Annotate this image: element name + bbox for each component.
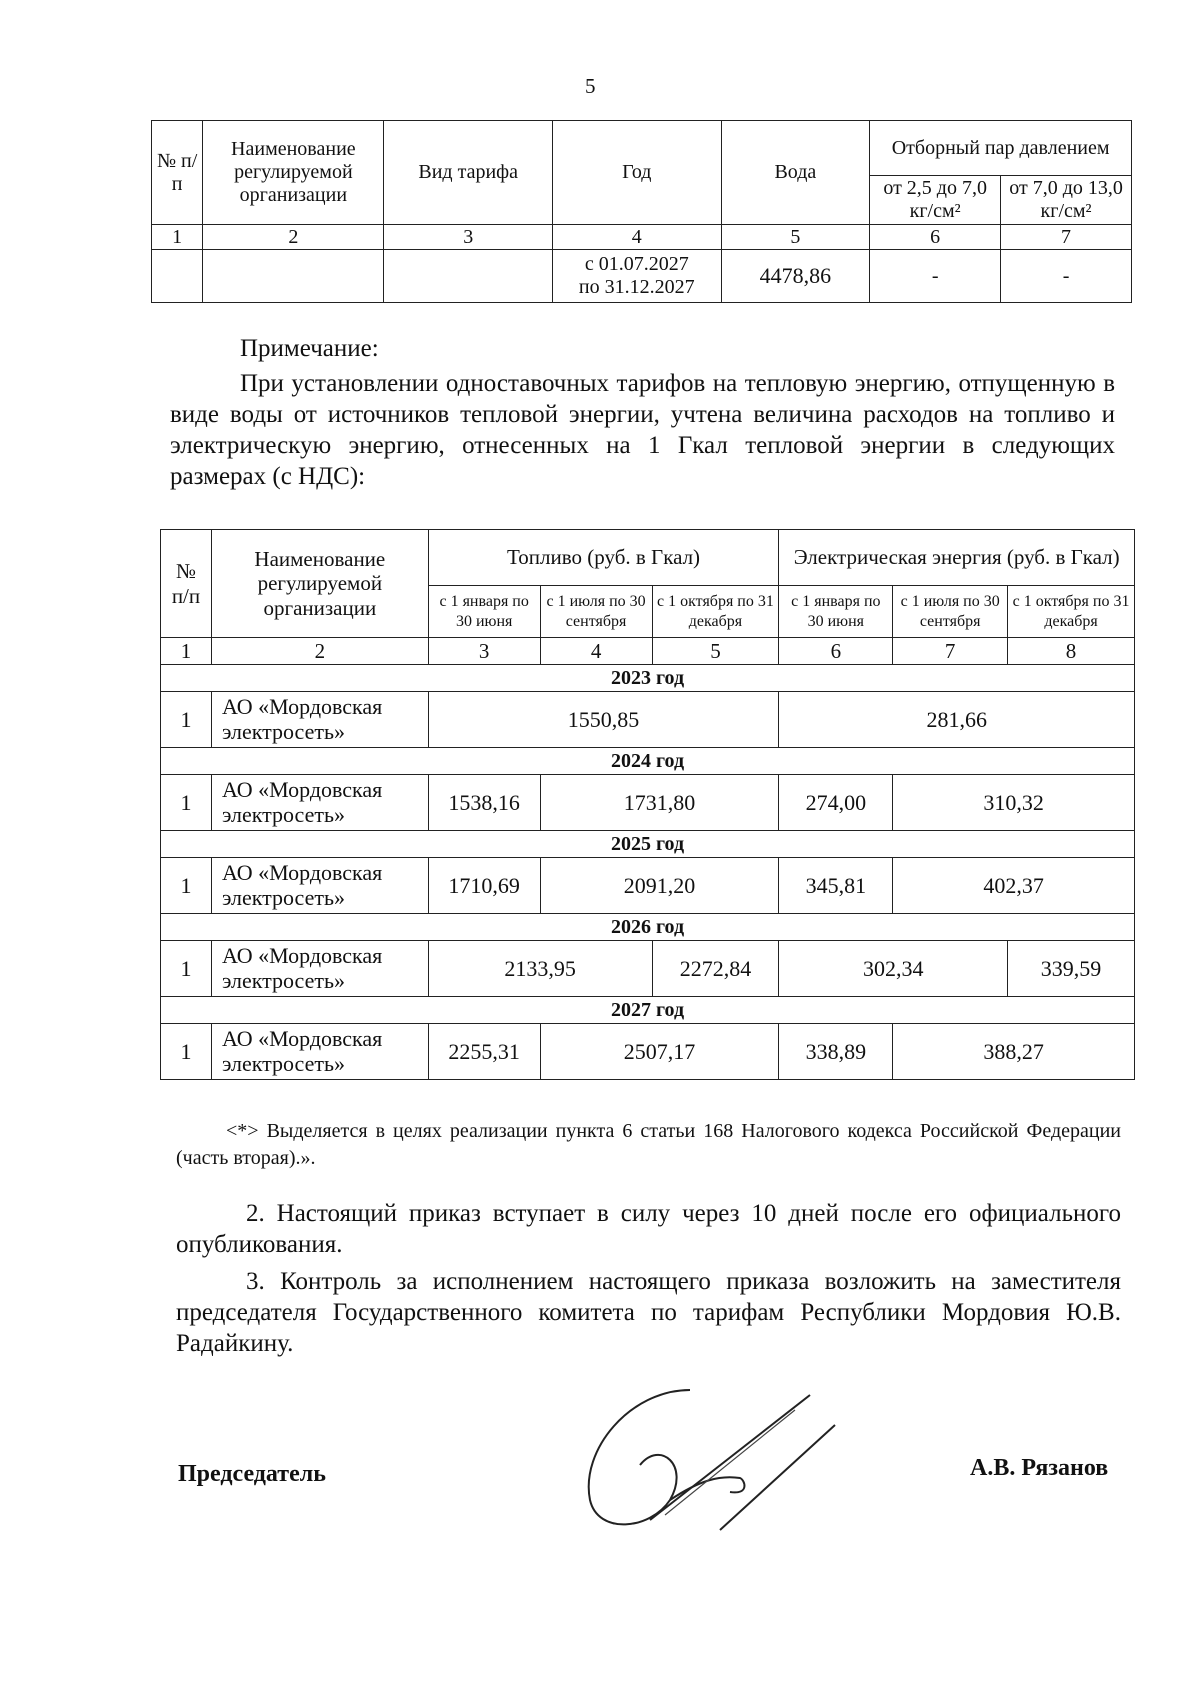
fuel-value: 2507,17 xyxy=(540,1024,779,1080)
clause-2: 2. Настоящий приказ вступает в силу через 10 дней после его официального опубликования. xyxy=(176,1200,1121,1258)
row-num: 1 xyxy=(161,858,212,914)
handwritten-signature xyxy=(570,1370,870,1550)
fuel-value: 2091,20 xyxy=(540,858,779,914)
index-cell: 4 xyxy=(540,638,652,665)
header-water: Вода xyxy=(721,121,870,225)
electric-value: 281,66 xyxy=(779,692,1135,748)
row-org: АО «Мордовская электросеть» xyxy=(211,941,428,997)
index-cell: 2 xyxy=(203,225,384,250)
header-num: № п/п xyxy=(161,530,212,638)
fuel-value: 1731,80 xyxy=(540,775,779,831)
index-cell: 5 xyxy=(721,225,870,250)
note-text: При установлении одноставочных тарифов на тепловую энергию, отпущенную в виде воды от источников тепловой энергии, учтена величина расходов на топливо и электрическую энергию, отнесенных на 1 Гкал тепловой энергии в следующих размерах (с НДС): xyxy=(170,370,1115,490)
header-electric-p1: с 1 января по 30 июня xyxy=(779,586,893,638)
row-num: 1 xyxy=(161,692,212,748)
header-fuel: Топливо (руб. в Гкал) xyxy=(428,530,779,586)
footnote: <*> Выделяется в целях реализации пункта 6 статьи 168 Налогового кодекса Российской Федерации (часть вторая).». xyxy=(176,1120,1121,1169)
index-cell: 1 xyxy=(152,225,203,250)
row-water: 4478,86 xyxy=(721,250,870,303)
period-to: по 31.12.2027 xyxy=(578,276,695,298)
header-fuel-p2: с 1 июля по 30 сентября xyxy=(540,586,652,638)
electric-value: 339,59 xyxy=(1008,941,1135,997)
index-cell: 1 xyxy=(161,638,212,665)
year-heading: 2023 год xyxy=(161,665,1135,692)
fuel-value: 1550,85 xyxy=(428,692,779,748)
index-cell: 2 xyxy=(211,638,428,665)
header-electric: Электрическая энергия (руб. в Гкал) xyxy=(779,530,1135,586)
row-num: 1 xyxy=(161,775,212,831)
period-from: с 01.07.2027 xyxy=(584,253,689,275)
year-heading: 2025 год xyxy=(161,831,1135,858)
header-org: Наименование регулируемой организации xyxy=(203,121,384,225)
index-cell: 5 xyxy=(652,638,779,665)
steam-water-tariff-table xyxy=(151,120,1132,303)
index-cell: 4 xyxy=(552,225,721,250)
header-tariff: Вид тарифа xyxy=(384,121,553,225)
row-org: АО «Мордовская электросеть» xyxy=(211,692,428,748)
index-cell: 8 xyxy=(1008,638,1135,665)
fuel-value: 2255,31 xyxy=(428,1024,540,1080)
electric-value: 402,37 xyxy=(893,858,1135,914)
header-electric-p3: с 1 октября по 31 декабря xyxy=(1008,586,1135,638)
header-steam: Отборный пар давлением xyxy=(870,121,1132,176)
signatory-position: Председатель xyxy=(178,1461,326,1487)
header-org: Наименование регулируемой организации xyxy=(211,530,428,638)
row-org: АО «Мордовская электросеть» xyxy=(211,1024,428,1080)
row-org xyxy=(203,250,384,303)
fuel-value: 2133,95 xyxy=(428,941,652,997)
fuel-value: 2272,84 xyxy=(652,941,779,997)
table-row xyxy=(161,858,1135,914)
year-heading: 2026 год xyxy=(161,914,1135,941)
index-cell: 7 xyxy=(893,638,1008,665)
fuel-value: 1538,16 xyxy=(428,775,540,831)
header-steam-b: от 7,0 до 13,0 кг/см² xyxy=(1001,176,1132,225)
header-electric-p2: с 1 июля по 30 сентября xyxy=(893,586,1008,638)
index-cell: 6 xyxy=(870,225,1001,250)
fuel-electricity-table xyxy=(160,529,1135,1080)
table-row xyxy=(161,775,1135,831)
header-steam-a: от 2,5 до 7,0 кг/см² xyxy=(870,176,1001,225)
electric-value: 345,81 xyxy=(779,858,893,914)
row-steam-a: - xyxy=(870,250,1001,303)
row-num: 1 xyxy=(161,1024,212,1080)
row-num xyxy=(152,250,203,303)
electric-value: 338,89 xyxy=(779,1024,893,1080)
header-fuel-p1: с 1 января по 30 июня xyxy=(428,586,540,638)
table-row xyxy=(161,941,1135,997)
page-number: 5 xyxy=(585,74,596,98)
index-row xyxy=(152,225,1132,250)
row-org: АО «Мордовская электросеть» xyxy=(211,858,428,914)
electric-value: 302,34 xyxy=(779,941,1008,997)
electric-value: 388,27 xyxy=(893,1024,1135,1080)
index-cell: 3 xyxy=(384,225,553,250)
header-year: Год xyxy=(552,121,721,225)
row-num: 1 xyxy=(161,941,212,997)
index-cell: 3 xyxy=(428,638,540,665)
row-period xyxy=(552,250,721,303)
table-row xyxy=(161,1024,1135,1080)
clause-3: 3. Контроль за исполнением настоящего приказа возложить на заместителя председателя Государственного комитета по тарифам Республики Мордовия Ю.В. Радайкину. xyxy=(176,1268,1121,1357)
year-heading: 2027 год xyxy=(161,997,1135,1024)
note-title: Примечание: xyxy=(240,335,379,362)
index-row xyxy=(161,638,1135,665)
row-org: АО «Мордовская электросеть» xyxy=(211,775,428,831)
header-num: № п/п xyxy=(152,121,203,225)
signatory-name: А.В. Рязанов xyxy=(970,1455,1109,1481)
row-steam-b: - xyxy=(1001,250,1132,303)
year-heading: 2024 год xyxy=(161,748,1135,775)
fuel-value: 1710,69 xyxy=(428,858,540,914)
row-tariff xyxy=(384,250,553,303)
index-cell: 6 xyxy=(779,638,893,665)
electric-value: 310,32 xyxy=(893,775,1135,831)
header-fuel-p3: с 1 октября по 31 декабря xyxy=(652,586,779,638)
index-cell: 7 xyxy=(1001,225,1132,250)
table-row xyxy=(152,250,1132,303)
table-row xyxy=(161,692,1135,748)
electric-value: 274,00 xyxy=(779,775,893,831)
